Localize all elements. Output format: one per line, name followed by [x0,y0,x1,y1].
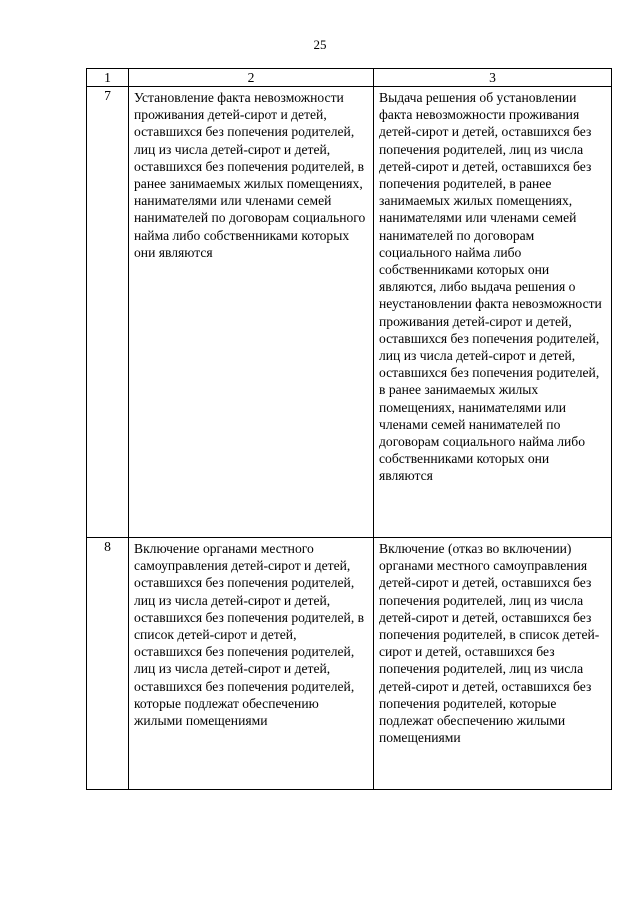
service-result: Выдача решения об установлении факта невозможности проживания детей-сирот и детей, оставшихся без попечения родителей, лиц из числа детей-сирот и детей, оставшихся без попечения родителей, в ранее занимаемых жилых помещениях, нанимателями или членами семей нанимателей по договорам социального найма либо собственниками которых они являются, либо выдача решения о неустановлении факта невозможности проживания детей-сирот и детей, оставшихся без попечения родителей, лиц из числа детей-сирот и детей, оставшихся без попечения родителей, в ранее занимаемых жилых помещениях, нанимателями или членами семей нанимателей по договорам социального найма либо собственниками которых они являются [379,90,602,484]
row-number: 8 [104,539,111,554]
service-result-cell [374,538,612,790]
table-header-row [87,69,612,87]
header-cell-3: 3 [374,69,612,87]
services-table [86,68,612,790]
service-name-cell [129,87,374,538]
service-name: Включение органами местного самоуправления детей-сирот и детей, оставшихся без попечения родителей, лиц из числа детей-сирот и детей, оставшихся без попечения родителей, в список детей-сирот и детей, оставшихся без попечения родителей, лиц из числа детей-сирот и детей, оставшихся без попечения родителей, которые подлежат обеспечению жилыми помещениями [134,541,365,729]
page-number: 25 [313,37,327,52]
service-name-cell [129,538,374,790]
table-row [87,538,612,790]
service-name: Установление факта невозможности проживания детей-сирот и детей, оставшихся без попечения родителей, лиц из числа детей-сирот и детей, оставшихся без попечения родителей, в ранее занимаемых жилых помещениях, нанимателями или членами семей нанимателей по договорам социального найма либо собственниками которых они являются [134,90,366,260]
header-cell-1: 1 [87,69,129,87]
row-number-cell [87,87,129,538]
service-result: Включение (отказ во включении) органами местного самоуправления детей-сирот и детей, оставшихся без попечения родителей, лиц из числа детей-сирот и детей, оставшихся без попечения родителей, в список детей-сирот и детей, оставшихся без попечения родителей, лиц из числа детей-сирот и детей, оставшихся без попечения родителей, которые подлежат обеспечению жилыми помещениями [379,541,600,746]
row-number-cell [87,538,129,790]
table-row [87,87,612,538]
header-cell-2: 2 [129,69,374,87]
service-result-cell [374,87,612,538]
row-number: 7 [104,88,111,103]
